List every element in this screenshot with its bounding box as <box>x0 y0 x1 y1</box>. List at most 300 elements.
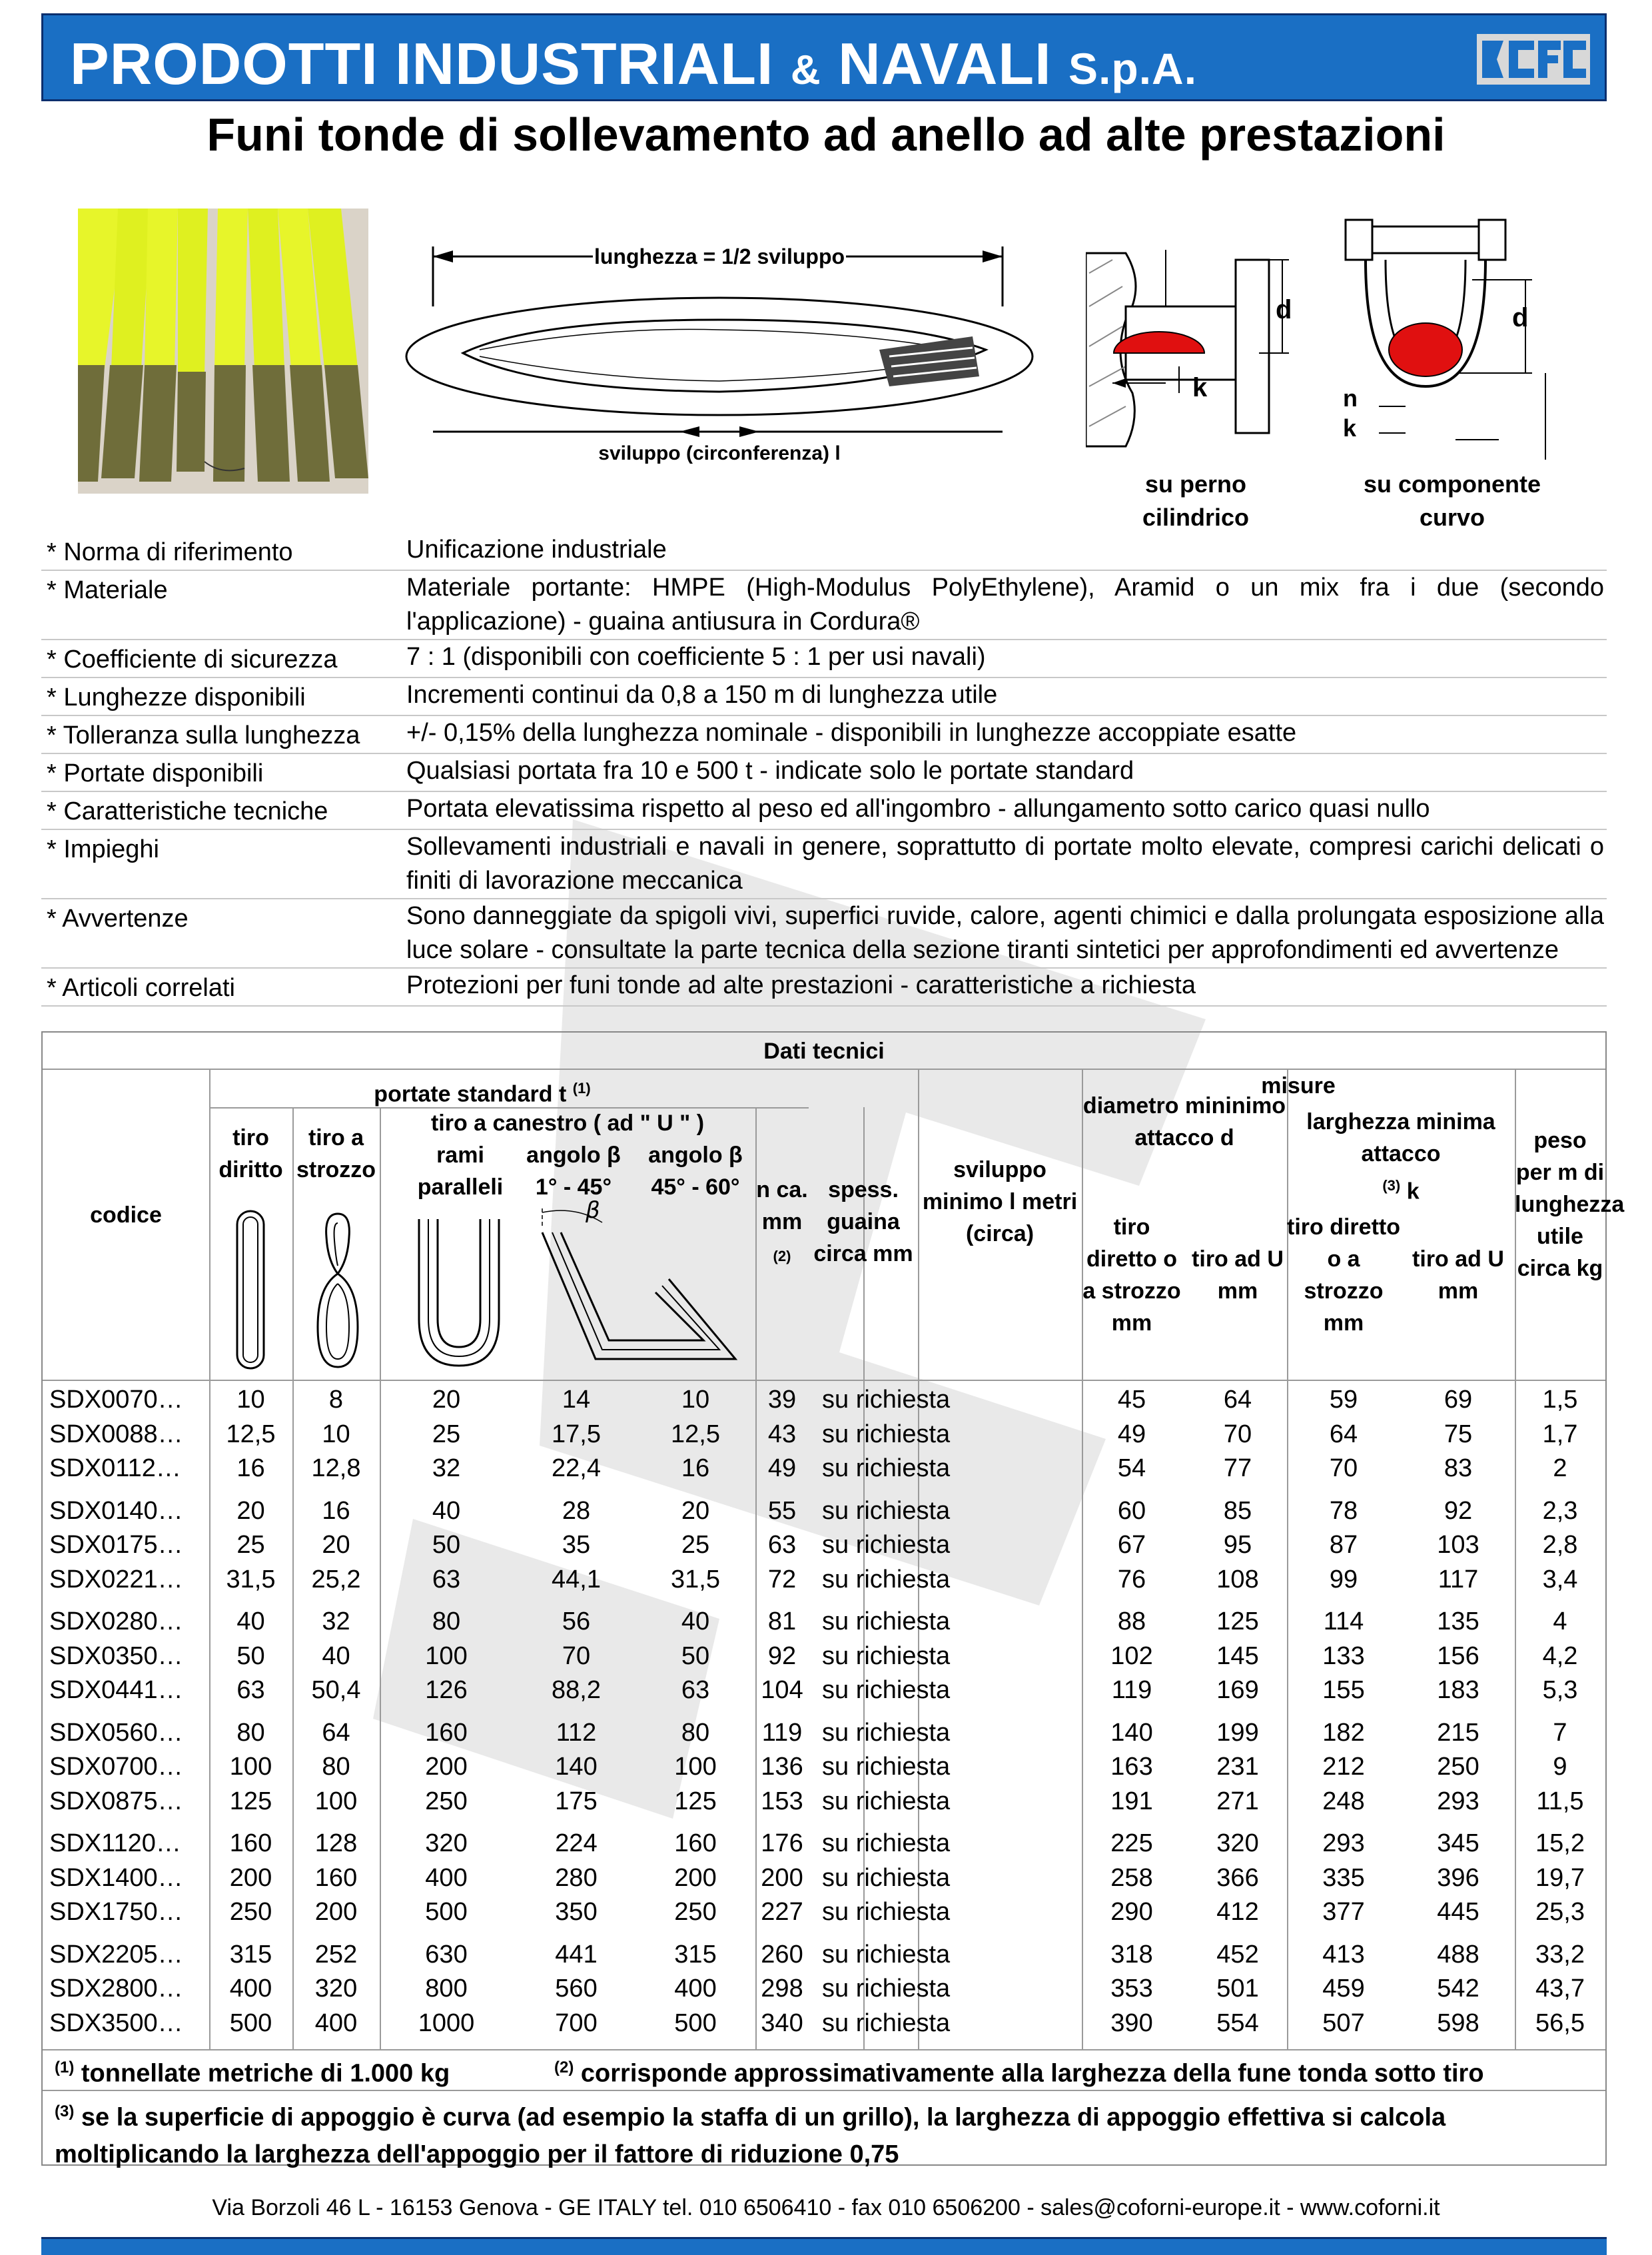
table-cell: 20 <box>322 1531 350 1559</box>
table-cell: 85 <box>1223 1496 1252 1525</box>
table-cell: 56 <box>562 1607 591 1635</box>
table-cell: 63 <box>236 1676 265 1704</box>
table-cell: 125 <box>674 1787 717 1815</box>
table-cell: 160 <box>674 1829 717 1857</box>
table-cell: 413 <box>1322 1940 1365 1969</box>
header-bar <box>41 13 1607 101</box>
table-cell: 250 <box>229 1898 272 1926</box>
table-cell: 145 <box>1216 1641 1259 1670</box>
table-cell: 25 <box>236 1531 265 1559</box>
table-cell: 31,5 <box>226 1565 276 1593</box>
table-cell: 501 <box>1216 1975 1259 2003</box>
table-cell: 2,8 <box>1542 1531 1578 1559</box>
table-cell: su richiesta <box>822 1753 951 1781</box>
header-misure: misure <box>1261 1073 1336 1099</box>
table-cell: 9 <box>1553 1753 1567 1781</box>
table-cell: 345 <box>1437 1829 1479 1857</box>
table-cell: 500 <box>674 2009 717 2037</box>
table-cell: 160 <box>425 1718 468 1747</box>
row-code: SDX3500… <box>49 2009 183 2037</box>
table-cell: 400 <box>674 1975 717 2003</box>
table-cell: 60 <box>1117 1496 1146 1525</box>
table-cell: 25 <box>432 1420 461 1448</box>
table-cell: 69 <box>1444 1386 1473 1414</box>
row-code: SDX0441… <box>49 1676 183 1704</box>
table-cell: 70 <box>562 1641 591 1670</box>
table-cell: 140 <box>1110 1718 1153 1747</box>
table-cell: 56,5 <box>1535 2009 1585 2037</box>
footnote-1: $^{(1)}$ tonnellate metriche di 1.000 kg <box>55 2058 450 2088</box>
table-cell: 119 <box>761 1718 803 1747</box>
table-cell: 191 <box>1110 1787 1153 1815</box>
table-cell: 396 <box>1437 1863 1479 1892</box>
pin-caption: su perno cilindrico <box>1142 470 1250 531</box>
table-cell: 126 <box>425 1676 468 1704</box>
beta-label: β <box>586 1199 600 1224</box>
table-cell: 290 <box>1110 1898 1153 1926</box>
header-tiro-u-k: tiro ad U mm <box>1412 1246 1504 1304</box>
footer-address: Via Borzoli 46 L - 16153 Genova - GE ITALY tel. 010 6506410 - fax 010 6506200 - sales@coforni-europe.it - www.coforni.it <box>212 2195 1440 2220</box>
pin-k-label: k <box>1192 373 1208 402</box>
table-cell: su richiesta <box>822 1975 951 2003</box>
row-code: SDX0070… <box>49 1386 183 1414</box>
spec-value: 7 : 1 (disponibili con coefficiente 5 : 1 per usi navali) <box>406 643 986 671</box>
header-rami: rami paralleli <box>417 1142 504 1200</box>
table-cell: 70 <box>1223 1420 1252 1448</box>
row-code: SDX0280… <box>49 1607 183 1635</box>
table-cell: su richiesta <box>822 1898 951 1926</box>
table-cell: 231 <box>1216 1753 1259 1781</box>
table-cell: 44,1 <box>552 1565 601 1593</box>
table-cell: 225 <box>1110 1829 1153 1857</box>
table-cell: 176 <box>761 1829 803 1857</box>
table-cell: 99 <box>1329 1565 1358 1593</box>
spec-label: * Caratteristiche tecniche <box>47 797 328 825</box>
table-cell: 335 <box>1322 1863 1365 1892</box>
table-cell: 5,3 <box>1542 1676 1578 1704</box>
table-cell: 117 <box>1438 1565 1479 1593</box>
table-cell: 400 <box>314 2009 358 2037</box>
pin-drawing <box>1086 246 1292 460</box>
table-cell: 250 <box>425 1787 468 1815</box>
spec-label: * Tolleranza sulla lunghezza <box>47 721 360 749</box>
table-cell: 50 <box>236 1641 265 1670</box>
table-cell: su richiesta <box>822 2009 951 2037</box>
table-cell: 10 <box>236 1386 265 1414</box>
table-cell: 10 <box>322 1420 350 1448</box>
table-cell: 55 <box>767 1496 797 1525</box>
table-cell: 78 <box>1329 1496 1358 1525</box>
table-cell: 554 <box>1216 2009 1259 2037</box>
header-angolo2: angolo β 45° - 60° <box>648 1142 743 1200</box>
table-cell: 20 <box>432 1386 461 1414</box>
table-cell: 175 <box>555 1787 598 1815</box>
ring-length-label: lunghezza = 1/2 sviluppo <box>594 244 845 268</box>
table-cell: 2 <box>1553 1454 1567 1482</box>
spec-row <box>41 716 1607 754</box>
table-cell: 100 <box>674 1753 717 1781</box>
table-cell: 20 <box>236 1496 265 1525</box>
table-cell: 377 <box>1322 1898 1365 1926</box>
row-code: SDX2800… <box>49 1975 183 2003</box>
table-cell: 488 <box>1437 1940 1479 1969</box>
table-cell: 200 <box>314 1898 358 1926</box>
spec-label: * Articoli correlati <box>47 974 235 1002</box>
table-cell: 112 <box>556 1718 597 1747</box>
header-angolo1: angolo β 1° - 45° <box>526 1142 621 1200</box>
ring-sling-drawing <box>400 226 1039 466</box>
straight-sling-icon <box>224 1207 277 1374</box>
table-cell: 128 <box>314 1829 358 1857</box>
shackle-drawing <box>1339 207 1565 466</box>
table-cell: 76 <box>1117 1565 1146 1593</box>
header-portate: portate standard t $^{(1)}$ <box>374 1080 591 1107</box>
table-cell: 70 <box>1329 1454 1358 1482</box>
table-cell: 156 <box>1437 1641 1479 1670</box>
table-cell: 258 <box>1110 1863 1153 1892</box>
spec-value: Sollevamenti industriali e navali in genere, soprattutto di portate molto elevate, compresi carichi delicati o finiti di lavorazione meccanica <box>406 833 1604 895</box>
row-code: SDX0700… <box>49 1753 183 1781</box>
table-cell: 215 <box>1437 1718 1479 1747</box>
header-n: n ca. mm (2) <box>756 1177 808 1264</box>
row-code: SDX1400… <box>49 1863 183 1892</box>
table-cell: 102 <box>1110 1641 1153 1670</box>
table-title: Dati tecnici <box>763 1039 885 1064</box>
table-cell: su richiesta <box>822 1641 951 1670</box>
table-cell: 136 <box>761 1753 803 1781</box>
table-cell: 33,2 <box>1535 1940 1585 1969</box>
table-cell: 15,2 <box>1535 1829 1585 1857</box>
table-cell: 32 <box>432 1454 461 1482</box>
table-cell: 50 <box>681 1641 710 1670</box>
table-cell: 77 <box>1223 1454 1252 1482</box>
spec-value: Qualsiasi portata fra 10 e 500 t - indicate solo le portate standard <box>406 757 1134 785</box>
row-code: SDX0221… <box>49 1565 183 1593</box>
table-cell: 83 <box>1444 1454 1473 1482</box>
table-cell: 199 <box>1216 1718 1259 1747</box>
footer-bar <box>41 2237 1607 2255</box>
table-cell: 250 <box>674 1898 717 1926</box>
table-cell: 59 <box>1329 1386 1358 1414</box>
table-cell: 400 <box>425 1863 468 1892</box>
spec-list <box>41 533 1607 1007</box>
table-cell: 16 <box>236 1454 265 1482</box>
table-cell: 63 <box>681 1676 710 1704</box>
spec-label: * Coefficiente di sicurezza <box>47 646 338 674</box>
table-cell: 22,4 <box>552 1454 601 1482</box>
header-canestro: tiro a canestro ( ad " U " ) <box>430 1111 705 1136</box>
table-cell: 133 <box>1322 1641 1365 1670</box>
header-tiro-diretto-k: tiro diretto o a strozzo mm <box>1287 1214 1400 1336</box>
spec-row <box>41 640 1607 678</box>
table-cell: 39 <box>767 1386 797 1414</box>
table-cell: 12,5 <box>226 1420 276 1448</box>
table-cell: 54 <box>1117 1454 1146 1482</box>
table-cell: 12,8 <box>311 1454 361 1482</box>
spec-row <box>41 969 1607 1007</box>
table-cell: 315 <box>229 1940 272 1969</box>
table-cell: 560 <box>555 1975 598 2003</box>
spec-row <box>41 792 1607 830</box>
spec-row <box>41 899 1607 969</box>
table-cell: 1,7 <box>1542 1420 1578 1448</box>
spec-row <box>41 678 1607 716</box>
row-code: SDX0175… <box>49 1531 183 1559</box>
row-code: SDX0350… <box>49 1641 183 1670</box>
table-cell: 20 <box>681 1496 710 1525</box>
table-cell: 119 <box>1111 1676 1152 1704</box>
table-cell: 88,2 <box>552 1676 601 1704</box>
table-cell: 43,7 <box>1535 1975 1585 2003</box>
table-cell: 155 <box>1322 1676 1365 1704</box>
table-cell: 160 <box>314 1863 358 1892</box>
table-cell: 40 <box>681 1607 710 1635</box>
table-cell: su richiesta <box>822 1863 951 1892</box>
spec-label: * Impieghi <box>47 835 159 863</box>
row-code: SDX1750… <box>49 1898 183 1926</box>
table-cell: 50,4 <box>311 1676 361 1704</box>
table-cell: 25,2 <box>311 1565 361 1593</box>
table-cell: 92 <box>767 1641 797 1670</box>
table-cell: 104 <box>761 1676 803 1704</box>
table-cell: 366 <box>1216 1863 1259 1892</box>
table-cell: 250 <box>1437 1753 1479 1781</box>
table-cell: 16 <box>322 1496 350 1525</box>
table-cell: 12,5 <box>671 1420 720 1448</box>
row-code: SDX0112… <box>49 1454 181 1482</box>
spec-row <box>41 571 1607 640</box>
spec-label: * Portate disponibili <box>47 759 264 787</box>
table-cell: 40 <box>236 1607 265 1635</box>
footnote-2: $^{(2)}$ corrisponde approssimativamente alla larghezza della fune tonda sotto tiro <box>554 2058 1484 2088</box>
table-cell: 800 <box>425 1975 468 2003</box>
table-cell: 500 <box>425 1898 468 1926</box>
header-sviluppo: sviluppo minimo l metri (circa) <box>922 1157 1078 1246</box>
table-cell: su richiesta <box>822 1420 951 1448</box>
table-cell: 280 <box>555 1863 598 1892</box>
table-cell: 32 <box>322 1607 350 1635</box>
spec-value: Sono danneggiate da spigoli vivi, superfici ruvide, calore, agenti chimici e dalla prolungata esposizione alla luce solare - consultate la parte tecnica della sezione tiranti sintetici per approfondimenti ed avvertenze <box>406 902 1604 964</box>
shackle-k-label: k <box>1343 414 1357 442</box>
product-photo <box>78 209 368 494</box>
row-code: SDX0088… <box>49 1420 183 1448</box>
page-title: Funi tonde di sollevamento ad anello ad alte prestazioni <box>206 109 1446 161</box>
spec-label: * Lunghezze disponibili <box>47 683 306 711</box>
row-code: SDX0875… <box>49 1787 183 1815</box>
table-cell: 293 <box>1437 1787 1479 1815</box>
table-cell: 353 <box>1110 1975 1153 2003</box>
angle-basket-icon <box>522 1199 752 1376</box>
table-cell: 4,2 <box>1542 1641 1578 1670</box>
table-cell: 318 <box>1110 1940 1153 1969</box>
ring-development-label: sviluppo (circonferenza) l <box>598 442 841 464</box>
table-cell: 125 <box>229 1787 272 1815</box>
spec-value: Protezioni per funi tonde ad alte prestazioni - caratteristiche a richiesta <box>406 971 1196 999</box>
table-cell: 8 <box>328 1386 344 1414</box>
table-cell: 35 <box>562 1531 591 1559</box>
table-cell: 212 <box>1322 1753 1365 1781</box>
spec-value: +/- 0,15% della lunghezza nominale - disponibili in lunghezze accoppiate esatte <box>406 719 1297 747</box>
header-codice: codice <box>90 1202 162 1228</box>
shackle-n-label: n <box>1343 384 1358 412</box>
table-cell: 452 <box>1216 1940 1259 1969</box>
table-cell: 183 <box>1437 1676 1479 1704</box>
table-cell: 227 <box>761 1898 803 1926</box>
data-table <box>41 1031 1625 2168</box>
table-cell: su richiesta <box>822 1676 951 1704</box>
spec-value: Unificazione industriale <box>406 536 667 564</box>
table-cell: 72 <box>767 1565 797 1593</box>
table-cell: 7 <box>1553 1718 1567 1747</box>
table-cell: su richiesta <box>822 1531 951 1559</box>
spec-label: * Materiale <box>47 576 168 604</box>
table-cell: 1000 <box>418 2009 475 2037</box>
table-cell: 63 <box>432 1565 461 1593</box>
shackle-caption: su componente curvo <box>1363 470 1541 531</box>
spec-value: Materiale portante: HMPE (High-Modulus PolyEthylene), Aramid o un mix fra i due (secondo l'applicazione) - guaina antiusura in Cordura® <box>406 574 1604 636</box>
table-cell: 507 <box>1322 2009 1365 2037</box>
pin-d-label: d <box>1276 295 1292 324</box>
round-slings-photo <box>78 209 368 494</box>
table-cell: 49 <box>767 1454 797 1482</box>
spec-label: * Avvertenze <box>47 905 189 933</box>
header-tiro-strozzo: tiro a strozzo <box>296 1125 376 1182</box>
table-cell: 31,5 <box>671 1565 720 1593</box>
table-cell: 10 <box>681 1386 710 1414</box>
table-cell: 80 <box>322 1753 350 1781</box>
table-cell: 80 <box>432 1607 461 1635</box>
table-cell: 92 <box>1444 1496 1473 1525</box>
table-cell: 169 <box>1216 1676 1259 1704</box>
table-cell: 14 <box>562 1386 591 1414</box>
table-cell: 17,5 <box>552 1420 601 1448</box>
shackle-d-label: d <box>1512 303 1529 332</box>
table-cell: su richiesta <box>822 1496 951 1525</box>
header-peso: peso per m di lunghezza utile circa kg <box>1515 1128 1625 1281</box>
table-cell: 293 <box>1322 1829 1365 1857</box>
spec-value: Incrementi continui da 0,8 a 150 m di lunghezza utile <box>406 681 998 709</box>
table-cell: 43 <box>767 1420 797 1448</box>
table-cell: 298 <box>761 1975 803 2003</box>
table-cell: 340 <box>761 2009 803 2037</box>
table-cell: 390 <box>1110 2009 1153 2037</box>
table-cell: 441 <box>555 1940 598 1969</box>
row-code: SDX0140… <box>49 1496 183 1525</box>
table-cell: 320 <box>425 1829 468 1857</box>
table-cell: 153 <box>761 1787 803 1815</box>
table-cell: 140 <box>555 1753 598 1781</box>
choke-sling-icon <box>301 1207 374 1374</box>
table-cell: 630 <box>425 1940 468 1969</box>
header-tiro-diretto-d: tiro diretto o a strozzo mm <box>1082 1214 1181 1336</box>
table-cell: 459 <box>1322 1975 1365 2003</box>
table-cell: 114 <box>1323 1607 1364 1635</box>
table-cell: 400 <box>229 1975 272 2003</box>
spec-value: Portata elevatissima rispetto al peso ed all'ingombro - allungamento sotto carico quasi nullo <box>406 795 1430 823</box>
table-cell: 75 <box>1444 1420 1473 1448</box>
table-cell: 64 <box>1223 1386 1252 1414</box>
row-code: SDX0560… <box>49 1718 183 1747</box>
table-cell: 125 <box>1216 1607 1259 1635</box>
u-basket-icon <box>406 1212 512 1372</box>
table-cell: 700 <box>555 2009 598 2037</box>
table-cell: 160 <box>229 1829 272 1857</box>
table-cell: 100 <box>229 1753 272 1781</box>
table-cell: 64 <box>1329 1420 1358 1448</box>
table-cell: 108 <box>1216 1565 1259 1593</box>
table-cell: 271 <box>1216 1787 1259 1815</box>
table-cell: 40 <box>322 1641 350 1670</box>
table-cell: 45 <box>1117 1386 1146 1414</box>
footnote-3: $^{(3)}$ se la superficie di appoggio è curva (ad esempio la staffa di un grillo), la larghezza di appoggio effettiva si calcola moltiplicando la larghezza dell'appoggio per il fattore di riduzione 0,75 <box>55 2102 1446 2168</box>
table-cell: 200 <box>761 1863 803 1892</box>
table-cell: 28 <box>562 1496 591 1525</box>
table-cell: 3,4 <box>1542 1565 1578 1593</box>
table-cell: 25,3 <box>1535 1898 1585 1926</box>
table-cell: 87 <box>1329 1531 1358 1559</box>
table-cell: 200 <box>229 1863 272 1892</box>
table-cell: 100 <box>425 1641 468 1670</box>
table-cell: 1,5 <box>1542 1386 1578 1414</box>
header-tiro-u-d: tiro ad U mm <box>1192 1246 1284 1304</box>
table-cell: 163 <box>1110 1753 1153 1781</box>
table-cell: 50 <box>432 1531 461 1559</box>
table-cell: 200 <box>674 1863 717 1892</box>
table-cell: 445 <box>1437 1898 1479 1926</box>
table-cell: 320 <box>1216 1829 1259 1857</box>
table-cell: 11,5 <box>1536 1787 1584 1815</box>
table-cell: 16 <box>681 1454 710 1482</box>
table-cell: su richiesta <box>822 1718 951 1747</box>
company-name: PRODOTTI INDUSTRIALI & NAVALI S.p.A. <box>70 31 1198 97</box>
table-cell: su richiesta <box>822 1565 951 1593</box>
table-cell: 95 <box>1223 1531 1252 1559</box>
table-cell: 182 <box>1322 1718 1365 1747</box>
table-cell: 135 <box>1437 1607 1479 1635</box>
table-cell: 350 <box>555 1898 598 1926</box>
table-cell: 200 <box>425 1753 468 1781</box>
header-larghezza: larghezza minima attacco $^{(3)}$ k <box>1306 1109 1495 1204</box>
spec-row <box>41 830 1607 899</box>
table-cell: 500 <box>229 2009 272 2037</box>
spec-row <box>41 533 1607 571</box>
table-cell: 88 <box>1117 1607 1146 1635</box>
table-cell: 80 <box>681 1718 710 1747</box>
table-cell: 103 <box>1437 1531 1479 1559</box>
table-cell: 81 <box>767 1607 797 1635</box>
table-cell: su richiesta <box>822 1787 951 1815</box>
table-cell: 598 <box>1437 2009 1479 2037</box>
company-logo <box>1477 34 1590 85</box>
table-cell: 412 <box>1216 1898 1259 1926</box>
table-cell: 252 <box>314 1940 358 1969</box>
table-cell: 25 <box>681 1531 710 1559</box>
table-cell: su richiesta <box>822 1940 951 1969</box>
row-code: SDX1120… <box>49 1829 181 1857</box>
table-cell: 248 <box>1322 1787 1365 1815</box>
table-cell: 320 <box>314 1975 358 2003</box>
table-cell: su richiesta <box>822 1386 951 1414</box>
spec-label: * Norma di riferimento <box>47 538 293 566</box>
table-cell: 63 <box>767 1531 797 1559</box>
table-cell: 49 <box>1117 1420 1146 1448</box>
table-cell: su richiesta <box>822 1607 951 1635</box>
table-cell: 67 <box>1117 1531 1146 1559</box>
table-cell: su richiesta <box>822 1829 951 1857</box>
table-cell: 64 <box>322 1718 350 1747</box>
table-cell: 4 <box>1553 1607 1567 1635</box>
table-cell: 260 <box>761 1940 803 1969</box>
